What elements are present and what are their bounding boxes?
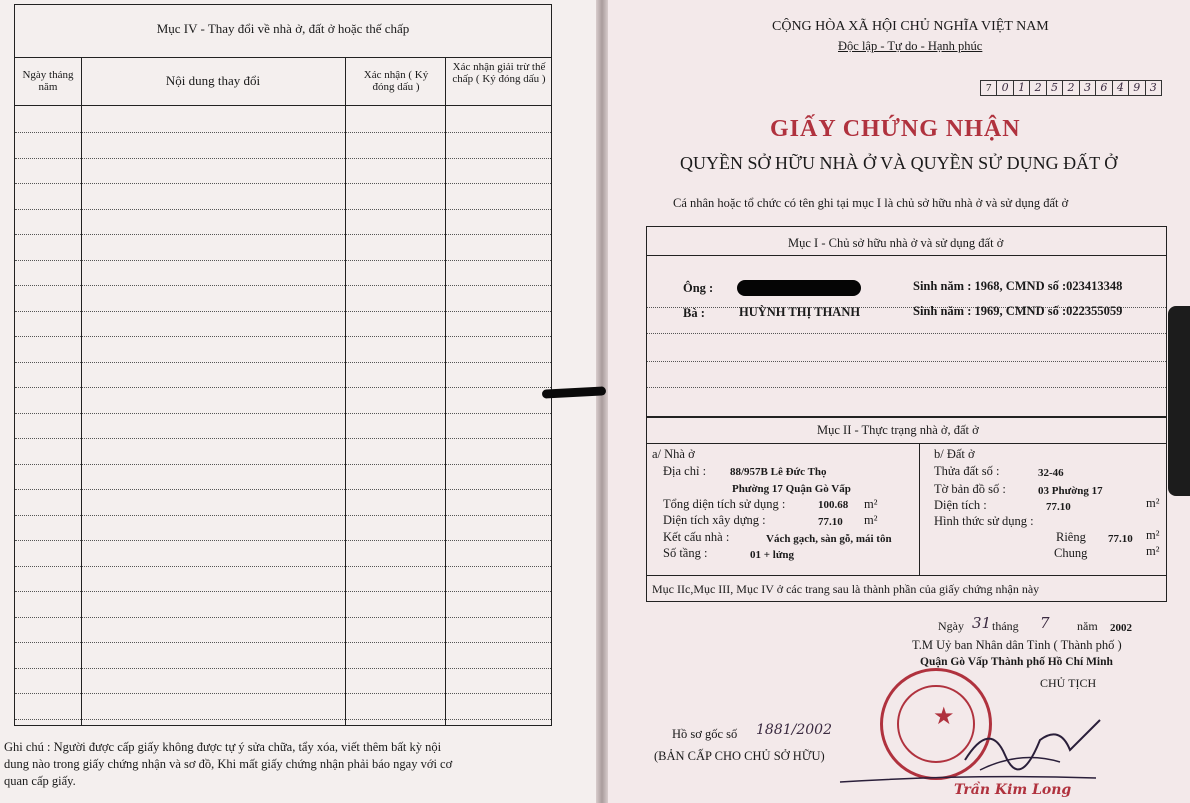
authority: T.M Uỷ ban Nhân dân Tỉnh ( Thành phố )	[912, 638, 1122, 652]
plot-value: 32-46	[1038, 467, 1064, 479]
private-label: Riêng	[1056, 530, 1086, 544]
plot-label: Thửa đất số :	[934, 464, 1000, 478]
record-label: Hồ sơ gốc số	[672, 727, 738, 741]
owner1-info: Sinh năm : 1968, CMND số :023413348	[913, 279, 1123, 293]
table-row	[15, 515, 551, 516]
owner2-name: HUỲNH THỊ THANH	[739, 305, 861, 319]
table-row	[15, 387, 551, 388]
table-row	[15, 719, 551, 720]
address-label: Địa chỉ :	[663, 464, 707, 478]
column-header-release: Xác nhận giải trừ thế chấp ( Ký đóng dấu )	[452, 61, 546, 85]
table-row	[15, 591, 551, 592]
land-heading: b/ Đất ở	[934, 447, 975, 461]
floors-value: 01 + lửng	[750, 549, 795, 561]
table-row	[15, 668, 551, 669]
table-row	[15, 209, 551, 210]
serial-number: 7 0 1 2 5 2 3 6 4 9 3	[980, 80, 1162, 96]
date-year: 2002	[1110, 622, 1132, 634]
table-row	[15, 132, 551, 133]
land-area-value: 77.10	[1046, 501, 1071, 513]
date-year-label: năm	[1077, 619, 1098, 633]
use-label: Hình thức sử dụng :	[934, 514, 1034, 528]
star-icon: ★	[933, 704, 955, 730]
note-line-2: dung nào trong giấy chứng nhận và sơ đồ, Khi mất giấy chứng nhận phải báo ngay với cơ	[4, 757, 453, 771]
structure-label: Kết cấu nhà :	[663, 530, 730, 544]
table-row	[15, 285, 551, 286]
column-header-date: Ngày tháng năm	[22, 69, 74, 93]
house-heading: a/ Nhà ở	[652, 447, 695, 461]
build-area-unit: m²	[864, 513, 878, 527]
build-area-label: Diện tích xây dựng :	[663, 513, 766, 527]
structure-value: Vách gạch, sàn gỗ, mái tôn	[766, 533, 892, 545]
table-row	[15, 617, 551, 618]
total-area-unit: m²	[864, 497, 878, 511]
table-row	[15, 438, 551, 439]
shared-label: Chung	[1054, 546, 1088, 560]
map-label: Tờ bản đồ số :	[934, 482, 1006, 496]
table-row	[15, 413, 551, 414]
table-row	[15, 464, 551, 465]
column-header-content: Nội dung thay đổi	[165, 73, 261, 88]
date-month-label: tháng	[992, 619, 1019, 633]
section1-title: Mục I - Chủ sở hữu nhà ở và sử dụng đất ở	[788, 236, 1004, 250]
address-line2: Phường 17 Quận Gò Vấp	[732, 483, 851, 495]
land-area-label: Diện tích :	[934, 498, 987, 512]
copy-note: (BẢN CẤP CHO CHỦ SỞ HỮU)	[654, 749, 825, 763]
table-header-top-line	[15, 57, 551, 58]
table-row	[15, 489, 551, 490]
table-row	[15, 642, 551, 643]
country-name: CỘNG HÒA XÃ HỘI CHỦ NGHĨA VIỆT NAM	[772, 19, 1049, 34]
land-area-unit: m²	[1146, 496, 1160, 510]
record-value: 1881/2002	[756, 722, 832, 738]
section1-box	[646, 226, 1167, 418]
owner1-label: Ông :	[683, 281, 714, 295]
map-value: 03 Phường 17	[1038, 485, 1103, 497]
column-header-confirm: Xác nhận ( Ký đóng dấu )	[363, 69, 429, 93]
certificate-subtitle: QUYỀN SỞ HỮU NHÀ Ở VÀ QUYỀN SỬ DỤNG ĐẤT Ở	[680, 153, 1118, 173]
table-row	[15, 693, 551, 694]
section2-title: Mục II - Thực trạng nhà ở, đất ở	[817, 423, 979, 437]
redacted-name	[737, 280, 861, 296]
table-row	[15, 311, 551, 312]
private-value: 77.10	[1108, 533, 1133, 545]
section4-title: Mục IV - Thay đổi về nhà ở, đất ở hoặc thế chấp	[156, 21, 410, 36]
intro-text: Cá nhân hoặc tổ chức có tên ghi tại mục I là chủ sở hữu nhà ở và sử dụng đất ở	[673, 196, 1069, 210]
certificate-title: GIẤY CHỨNG NHẬN	[770, 116, 1021, 142]
side-tab	[1168, 306, 1190, 496]
shared-unit: m²	[1146, 544, 1160, 558]
position-title: CHỦ TỊCH	[1040, 676, 1097, 690]
total-area-label: Tổng diện tích sử dụng :	[663, 497, 786, 511]
note-line-1: Ghi chú : Người được cấp giấy không được tự ý sửa chữa, tẩy xóa, viết thêm bất kỳ nội	[4, 740, 442, 754]
table-row	[15, 234, 551, 235]
table-header-bottom-line	[15, 105, 551, 106]
table-row	[15, 260, 551, 261]
changes-table	[14, 4, 552, 726]
table-row	[15, 566, 551, 567]
total-area-value: 100.68	[818, 499, 849, 511]
signer-name: Trần Kim Long	[954, 782, 1072, 798]
note-line-3: quan cấp giấy.	[4, 774, 76, 788]
private-unit: m²	[1146, 528, 1160, 542]
table-row	[15, 158, 551, 159]
address-value: 88/957B Lê Đức Thọ	[730, 466, 827, 478]
date-day: 31	[972, 614, 992, 632]
table-row	[15, 362, 551, 363]
table-row	[15, 336, 551, 337]
table-row	[15, 183, 551, 184]
owner2-info: Sinh năm : 1969, CMND số :022355059	[913, 304, 1123, 318]
owner2-label: Bà :	[683, 306, 705, 320]
floors-label: Số tầng :	[663, 546, 708, 560]
book-gutter	[596, 0, 608, 803]
signature	[960, 700, 1110, 780]
date-day-label: Ngày	[938, 619, 964, 633]
authority-place: Quận Gò Vấp Thành phố Hồ Chí Minh	[920, 656, 1113, 668]
build-area-value: 77.10	[818, 516, 843, 528]
date-month: 7	[1040, 614, 1050, 632]
footer-note: Mục IIc,Mục III, Mục IV ở các trang sau là thành phần của giấy chứng nhận này	[652, 582, 1040, 596]
motto: Độc lập - Tự do - Hạnh phúc	[838, 39, 983, 53]
table-row	[15, 540, 551, 541]
